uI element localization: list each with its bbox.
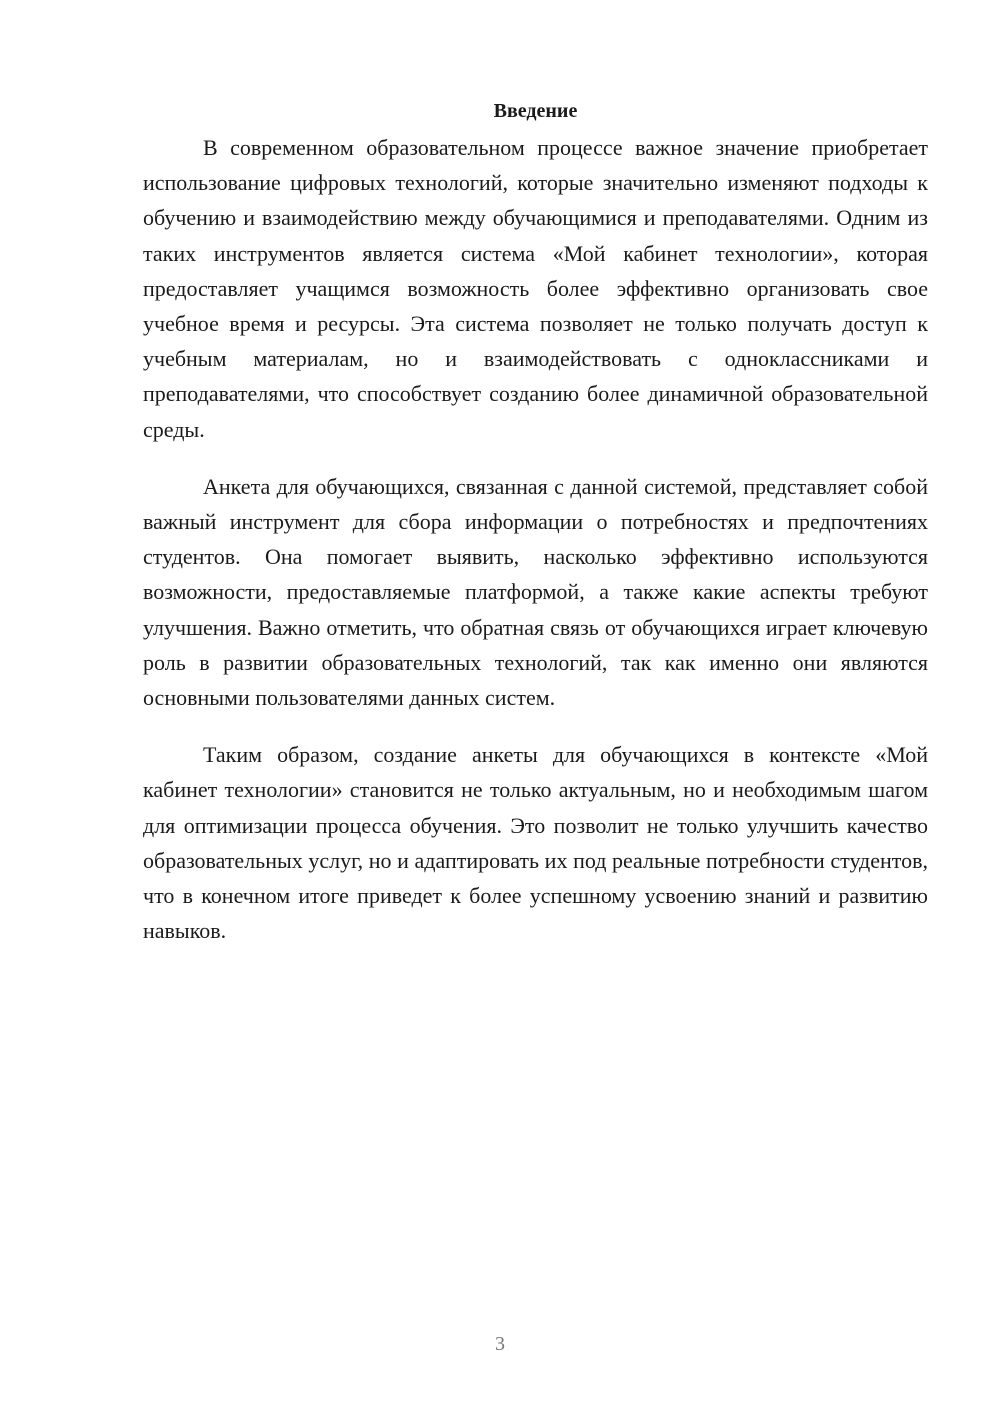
paragraph-3: Таким образом, создание анкеты для обучающихся в контексте «Мой кабинет технологии» становится не только актуальным, но и необходимым шагом для оптимизации процесса обучения. Это позволит не только улучшить качество образовательных услуг, но и адаптировать их под реальные потребности студентов, что в конечном итоге приведет к более успешному усвоению знаний и развитию навыков.: [143, 742, 928, 944]
page-title: Введение: [493, 100, 578, 122]
document-body: [143, 96, 928, 970]
paragraph-1: В современном образовательном процессе важное значение приобретает использование цифровых технологий, которые значительно изменяют подходы к обучению и взаимодействию между обучающимися и преподавателями. Одним из таких инструментов является система «Мой кабинет технологии», которая предоставляет учащимся возможность более эффективно организовать свое учебное время и ресурсы. Эта система позволяет не только получать доступ к учебным материалам, но и взаимодействовать с одноклассниками и преподавателями, что способствует созданию более динамичной образовательной среды.: [143, 135, 928, 442]
page-number: 3: [495, 1333, 505, 1355]
paragraph-2: Анкета для обучающихся, связанная с данной системой, представляет собой важный инструмент для сбора информации о потребностях и предпочтениях студентов. Она помогает выявить, насколько эффективно используются возможности, предоставляемые платформой, а также какие аспекты требуют улучшения. Важно отметить, что обратная связь от обучающихся играет ключевую роль в развитии образовательных технологий, так как именно они являются основными пользователями данных систем.: [143, 473, 928, 711]
